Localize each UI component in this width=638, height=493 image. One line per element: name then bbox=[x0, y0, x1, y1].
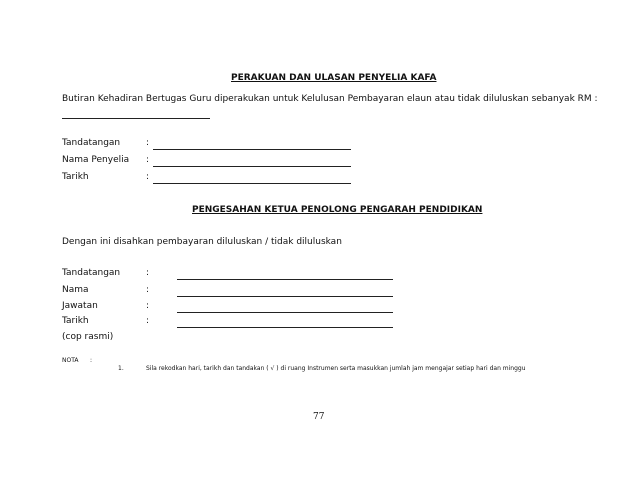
field-label: Tarikh bbox=[62, 172, 89, 182]
official-stamp-label: (cop rasmi) bbox=[62, 332, 114, 342]
signature-line bbox=[177, 279, 393, 280]
signature-line bbox=[153, 149, 351, 150]
name-line bbox=[177, 296, 393, 297]
nota-item-number: 1. bbox=[118, 365, 124, 372]
page-number: 77 bbox=[313, 412, 325, 422]
field-colon: : bbox=[146, 155, 150, 165]
name-line bbox=[153, 166, 351, 167]
field-label: Tandatangan bbox=[62, 138, 121, 148]
nota-label: NOTA bbox=[62, 357, 79, 364]
field-label: Nama Penyelia bbox=[62, 155, 130, 165]
field-label: Tandatangan bbox=[62, 268, 121, 278]
field-colon: : bbox=[146, 285, 150, 295]
date-line bbox=[153, 183, 351, 184]
position-line bbox=[177, 312, 393, 313]
field-colon: : bbox=[146, 268, 150, 278]
field-colon: : bbox=[146, 138, 150, 148]
nota-item-text: Sila rekodkan hari, tarikh dan tandakan ( √ ) di ruang Instrumen serta masukkan jumlah jam mengajar setiap hari dan minggu bbox=[146, 365, 526, 372]
section1-title: PERAKUAN DAN ULASAN PENYELIA KAFA bbox=[231, 73, 437, 83]
field-colon: : bbox=[146, 172, 150, 182]
field-label: Nama bbox=[62, 285, 89, 295]
field-colon: : bbox=[146, 301, 150, 311]
field-label: Tarikh bbox=[62, 316, 89, 326]
field-label: Jawatan bbox=[62, 301, 98, 311]
date-line bbox=[177, 327, 393, 328]
section2-statement: Dengan ini disahkan pembayaran diluluskan / tidak diluluskan bbox=[62, 237, 342, 247]
amount-line bbox=[62, 118, 210, 119]
field-colon: : bbox=[146, 316, 150, 326]
section1-statement: Butiran Kehadiran Bertugas Guru diperakukan untuk Kelulusan Pembayaran elaun atau tidak diluluskan sebanyak RM : bbox=[62, 94, 598, 104]
section2-title: PENGESAHAN KETUA PENOLONG PENGARAH PENDIDIKAN bbox=[192, 205, 483, 215]
nota-colon: : bbox=[90, 357, 93, 364]
